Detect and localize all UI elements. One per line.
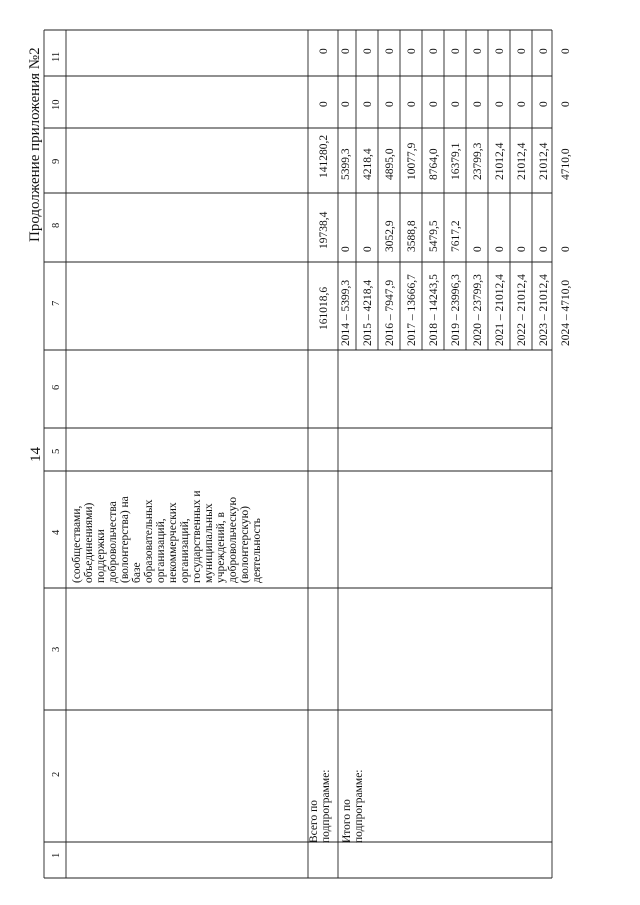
year-row-col11: 0 [406, 48, 418, 54]
year-row-col7: 2020 – 23799,3 [472, 274, 484, 346]
year-row-col9: 4218,4 [362, 148, 374, 180]
col-number-2: 2 [51, 771, 62, 777]
col-number-5: 5 [51, 448, 62, 454]
col-number-10: 10 [51, 99, 62, 110]
itogo-label-line2: подпрограмме: [353, 769, 365, 843]
year-row-col11: 0 [384, 48, 396, 54]
col4-line: учреждений, в [215, 512, 227, 583]
year-row-col7: 2017 – 13666,7 [406, 274, 418, 346]
total-col7: 161018,6 [318, 286, 330, 330]
year-row-col10: 0 [362, 101, 374, 107]
col4-line: добровольческую [227, 496, 239, 583]
year-row-col7: 2016 – 7947,9 [384, 279, 396, 346]
appendix-label: Продолжение приложения №2 [27, 47, 43, 242]
col4-line: организаций, [155, 518, 167, 583]
year-row-col11: 0 [516, 48, 528, 54]
year-row-col9: 10077,9 [406, 142, 418, 180]
col-number-8: 8 [51, 222, 62, 228]
year-row-col8: 0 [362, 246, 374, 252]
year-row-col11: 0 [340, 48, 352, 54]
col4-line: (сообществами, [71, 505, 83, 583]
col4-line: объединениями) [83, 502, 95, 583]
year-row-col9: 4895,0 [384, 148, 396, 180]
year-row-col8: 0 [560, 246, 572, 252]
year-row-col8: 0 [472, 246, 484, 252]
col4-line: базе [131, 562, 143, 583]
year-row-col11: 0 [538, 48, 550, 54]
year-row-col9: 21012,4 [538, 142, 550, 180]
year-row-col8: 0 [494, 246, 506, 252]
year-row-col11: 0 [450, 48, 462, 54]
year-row-col8: 3588,8 [406, 220, 418, 252]
year-row-col7: 2022 – 21012,4 [516, 274, 528, 346]
col-number-3: 3 [51, 646, 62, 652]
col4-line: деятельность [251, 518, 263, 583]
year-row-col9: 5399,3 [340, 148, 352, 180]
col4-line: образовательных [143, 499, 155, 583]
year-row-col7: 2018 – 14243,5 [428, 274, 440, 346]
year-row-col7: 2019 – 23996,3 [450, 274, 462, 346]
year-row-col9: 21012,4 [516, 142, 528, 180]
total-label-line2: подпрограмме: [320, 769, 332, 843]
total-col11: 0 [318, 48, 330, 54]
itogo-label-line1: Итого по [341, 799, 353, 843]
year-row-col9: 8764,0 [428, 148, 440, 180]
year-row-col11: 0 [428, 48, 440, 54]
year-row-col10: 0 [384, 101, 396, 107]
year-row-col7: 2014 – 5399,3 [340, 279, 352, 346]
total-col9: 141280,2 [318, 134, 330, 178]
year-row-col8: 7617,2 [450, 220, 462, 252]
year-row-col10: 0 [516, 101, 528, 107]
col-number-11: 11 [51, 51, 62, 62]
col4-line: (волонтерства) на [119, 496, 131, 583]
year-row-col11: 0 [362, 48, 374, 54]
total-col10: 0 [318, 101, 330, 107]
col4-line: поддержки [95, 529, 107, 583]
year-row-col10: 0 [406, 101, 418, 107]
col4-line: организаций, [179, 518, 191, 583]
year-row-col10: 0 [340, 101, 352, 107]
col-number-7: 7 [51, 300, 62, 306]
year-row-col7: 2015 – 4218,4 [362, 279, 374, 346]
col-number-1: 1 [51, 852, 62, 858]
year-row-col8: 5479,5 [428, 220, 440, 252]
year-row-col8: 3052,9 [384, 220, 396, 252]
year-row-col11: 0 [472, 48, 484, 54]
col4-line: муниципальных [203, 503, 215, 583]
year-row-col9: 4710,0 [560, 148, 572, 180]
year-row-col9: 21012,4 [494, 142, 506, 180]
col4-line: (волонтерскую) [239, 505, 251, 583]
year-row-col10: 0 [538, 101, 550, 107]
year-row-col10: 0 [494, 101, 506, 107]
col-number-9: 9 [51, 158, 62, 164]
year-row-col8: 0 [340, 246, 352, 252]
year-row-col10: 0 [560, 101, 572, 107]
col4-line: некоммерческих [167, 502, 179, 583]
year-row-col10: 0 [428, 101, 440, 107]
year-row-col9: 23799,3 [472, 142, 484, 180]
year-row-col9: 16379,1 [450, 142, 462, 180]
year-row-col7: 2023 – 21012,4 [538, 274, 550, 346]
col-number-4: 4 [51, 529, 62, 535]
year-row-col7: 2021 – 21012,4 [494, 274, 506, 346]
col4-line: добровольчества [107, 501, 119, 583]
year-row-col8: 0 [516, 246, 528, 252]
year-row-col11: 0 [494, 48, 506, 54]
col-number-6: 6 [51, 384, 62, 390]
page-number: 14 [28, 447, 44, 462]
year-row-col10: 0 [450, 101, 462, 107]
year-row-col7: 2024 – 4710,0 [560, 279, 572, 346]
year-row-col10: 0 [472, 101, 484, 107]
year-row-col8: 0 [538, 246, 550, 252]
total-col8: 19738,4 [318, 211, 330, 249]
year-row-col11: 0 [560, 48, 572, 54]
col4-line: государственных и [191, 490, 203, 583]
total-label-line1: Всего по [308, 800, 320, 843]
